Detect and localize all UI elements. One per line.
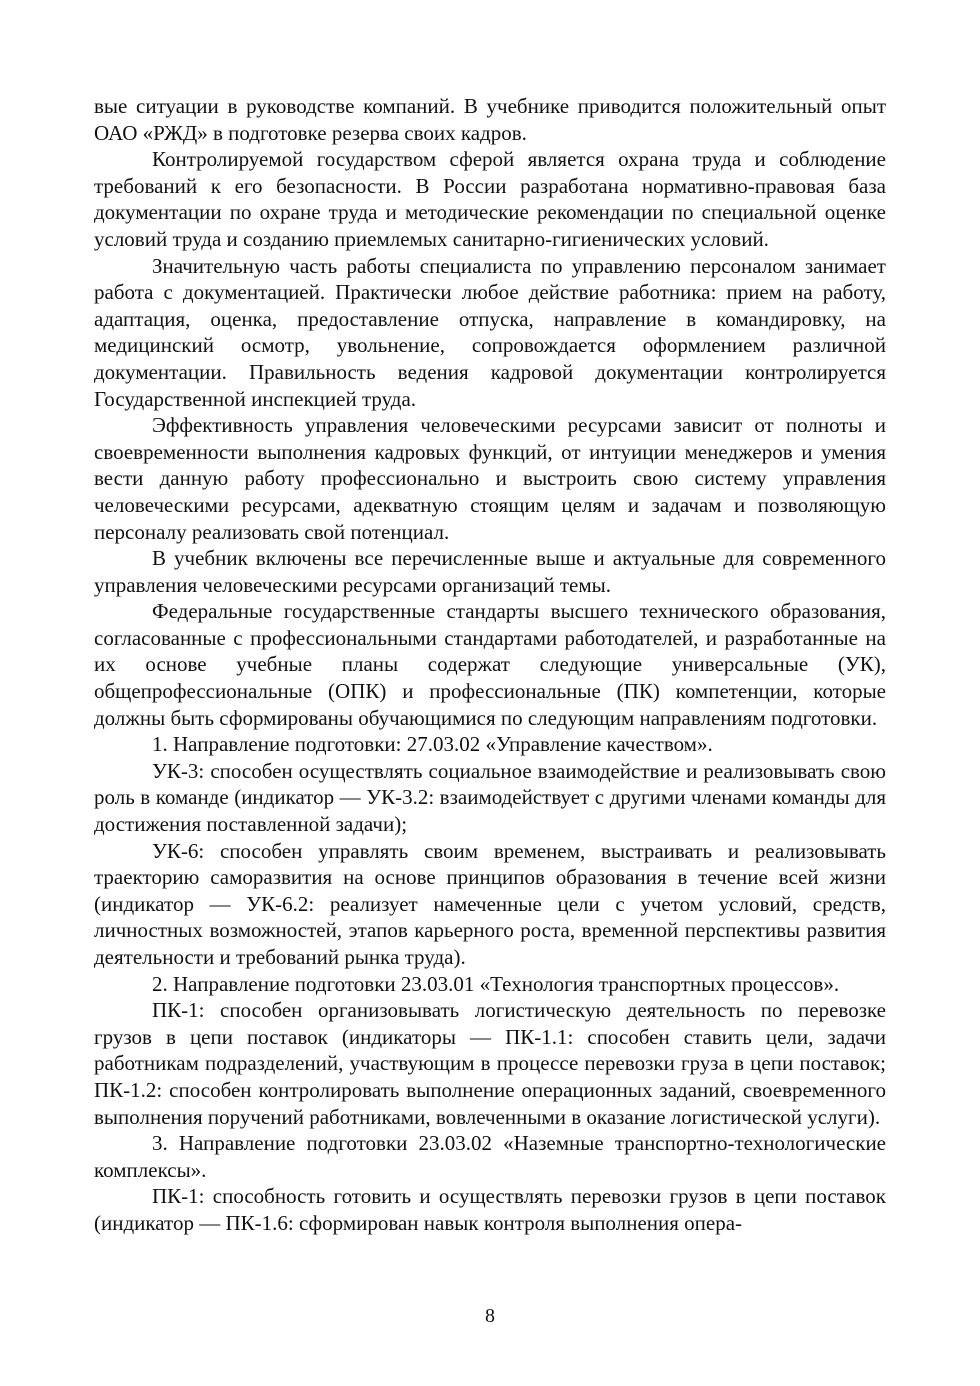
paragraph-pk-1-transport: ПК-1: способность готовить и осуществлять перевозки грузов в цепи поставок (индикатор — ПК-1.6: сформирован навык контроля выполнения опера- xyxy=(94,1184,886,1235)
paragraph-uk-6: УК-6: способен управлять своим временем, выстраивать и реализовывать траекторию саморазвития на основе принципов образования в течение всей жизни (индикатор — УК-6.2: реализует намеченные цели с учетом условий, средств, личностных возможностей, этапов карьерного роста, временной перспективы развития деятельности и требований рынка труда). xyxy=(94,838,886,969)
paragraph-labor-safety: Контролируемой государством сферой является охрана труда и соблюдение требований к его безопасности. В России разработана нормативно-правовая база документации по охране труда и методические рекомендации по специальной оценке условий труда и созданию приемлемых санитарно-гигиенических условий. xyxy=(94,147,886,251)
paragraph-hr-effectiveness: Эффективность управления человеческими ресурсами зависит от полноты и своевременности выполнения кадровых функций, от интуиции менеджеров и умения вести данную работу профессионально и выстроить свою систему управления человеческими ресурсами, адекватную стоящим целям и задачам и позволяющую персоналу реализовать свой потенциал. xyxy=(94,413,886,544)
paragraph-direction-2: 2. Направление подготовки 23.03.01 «Технология транспортных процессов». xyxy=(152,971,840,996)
paragraph-standards: Федеральные государственные стандарты высшего технического образования, согласованные с профессиональными стандартами работодателей, и разработанные на их основе учебные планы содержат следующие универсальные (УК), общепрофессиональные (ОПК) и профессиональные (ПК) компетенции, которые должны быть сформированы обучающимися по следующим направлениям подготовки. xyxy=(94,599,886,730)
paragraph-direction-3: 3. Направление подготовки 23.03.02 «Наземные транспортно-технологические комплексы». xyxy=(94,1131,886,1182)
paragraph-continuation: вые ситуации в руководстве компаний. В учебнике приводится положительный опыт ОАО «РЖД» в подготовке резерва своих кадров. xyxy=(94,94,886,145)
paragraph-uk-3: УК-3: способен осуществлять социальное взаимодействие и реализовывать свою роль в команде (индикатор — УК-3.2: взаимодействует с другими членами команды для достижения поставленной задачи); xyxy=(94,758,886,837)
paragraph-textbook-topics: В учебник включены все перечисленные выше и актуальные для современного управления человеческими ресурсами организаций темы. xyxy=(94,546,886,597)
page-number: 8 xyxy=(485,1305,495,1327)
paragraph-pk-1-logistics: ПК-1: способен организовывать логистическую деятельность по перевозке грузов в цепи поставок (индикаторы — ПК-1.1: способен ставить цели, задачи работникам подразделений, участвующим в процессе перевозки груза в цепи поставок; ПК-1.2: способен контролировать выполнение операционных заданий, своевременного выполнения поручений работниками, вовлеченными в оказание логистической услуги). xyxy=(94,998,886,1129)
paragraph-documentation: Значительную часть работы специалиста по управлению персоналом занимает работа с документацией. Практически любое действие работника: прием на работу, адаптация, оценка, предоставление отпуска, направление в командировку, на медицинский осмотр, увольнение, сопровождается оформлением различной документации. Правильность ведения кадровой документации контролируется Государственной инспекцией труда. xyxy=(94,253,886,411)
page-body xyxy=(94,93,886,1237)
paragraph-direction-1: 1. Направление подготовки: 27.03.02 «Управление качеством». xyxy=(152,732,713,757)
